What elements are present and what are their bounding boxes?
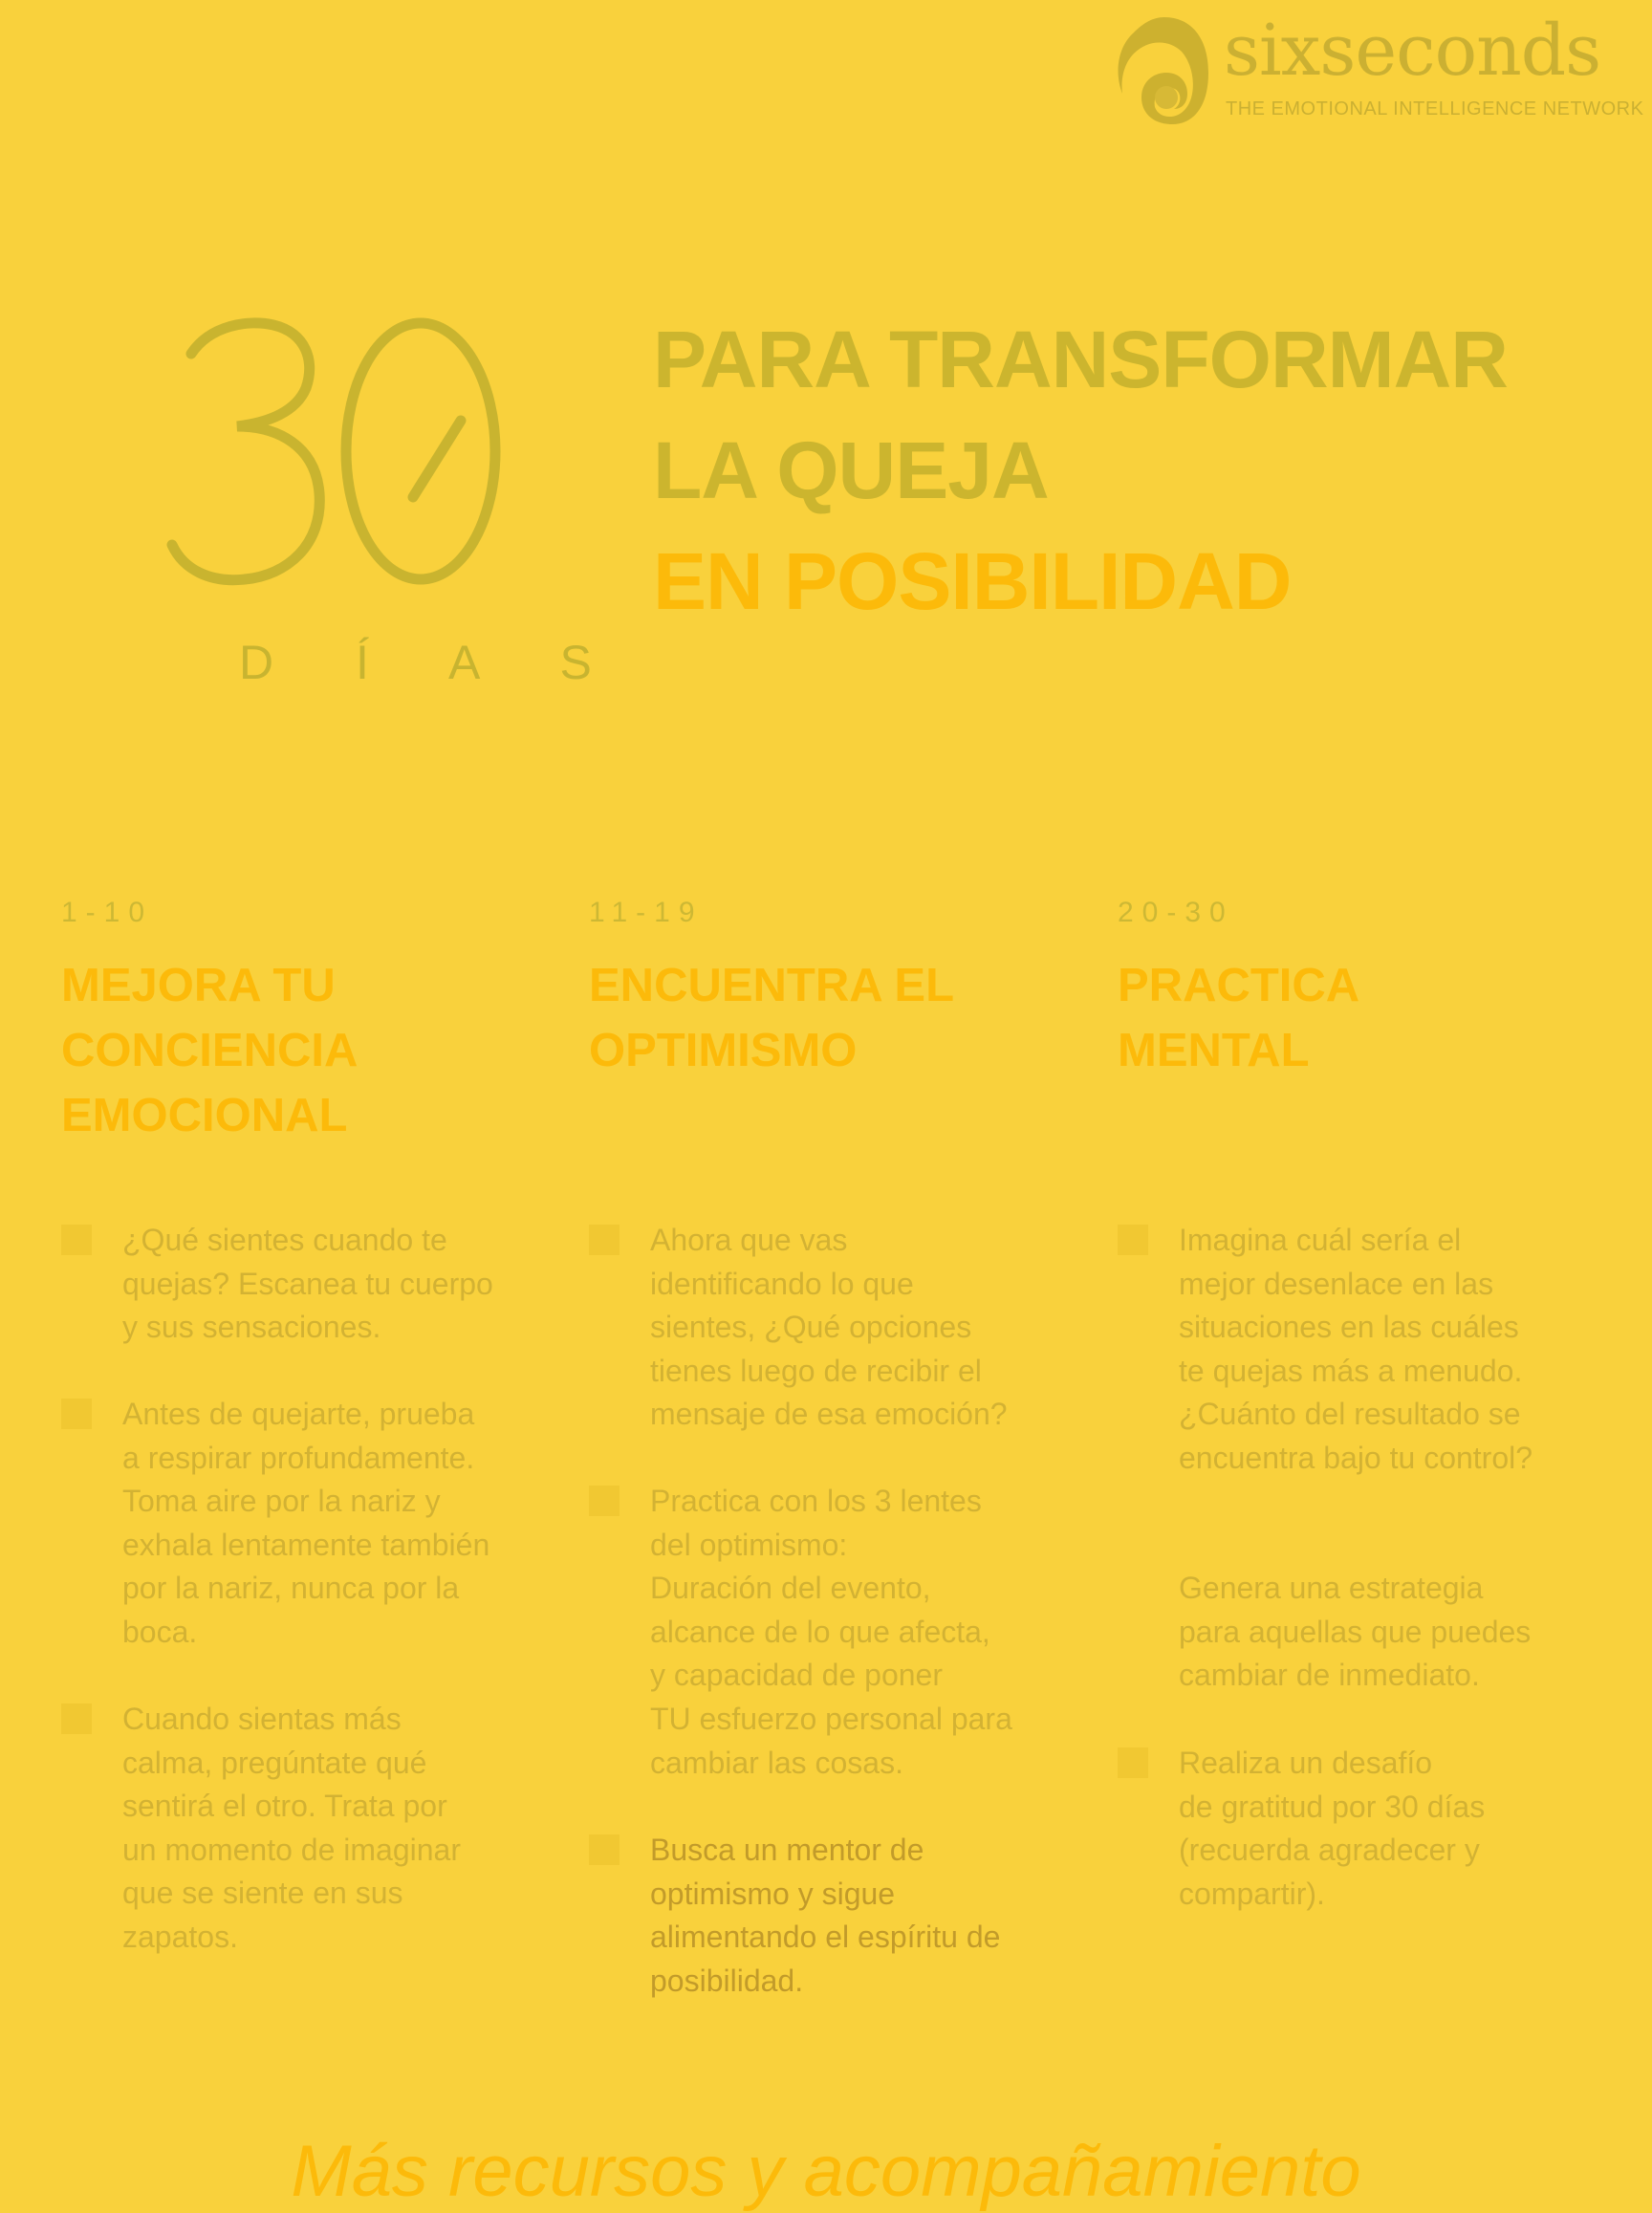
list-item-text: Genera una estrategia para aquellas que puedes cambiar de inmediato. [1179,1571,1532,1693]
column-title: ENCUENTRA EL OPTIMISMO [589,960,955,1076]
bullet-square [589,1486,620,1516]
bullet-square [1118,1225,1148,1255]
list-item-text: Busca un mentor de optimismo y sigue alimentando el espíritu de posibilidad. [650,1833,1001,1998]
bullet-square [589,1834,620,1865]
days-label: D Í A S [239,636,626,689]
bullet-square [1118,1747,1148,1778]
list-item-text: Antes de quejarte, prueba a respirar profundamente. Toma aire por la nariz y exhala lentamente también por la nariz, nunca por la boca. [122,1397,490,1649]
list-item-text: ¿Qué sientes cuando te quejas? Escanea tu cuerpo y sus sensaciones. [122,1223,493,1345]
list-item-text: Realiza un desafío de gratitud por 30 días (recuerda agradecer y compartir). [1179,1746,1486,1911]
column-days-1-10 [61,894,539,1954]
headline-line-3: EN POSIBILIDAD [653,536,1292,626]
day-range: 20-30 [1118,897,1234,928]
column-title: MEJORA TU CONCIENCIA EMOCIONAL [61,960,359,1141]
column-days-11-19 [589,894,1067,1998]
logo-tagline: THE EMOTIONAL INTELLIGENCE NETWORK [1226,98,1644,119]
bullet-square [61,1399,92,1429]
big-number-30 [163,315,526,593]
footer-heading: Más recursos y acompañamiento [291,2131,1361,2212]
bullet-square [61,1225,92,1255]
sixseconds-logo-icon [1117,15,1212,126]
headline-line-2: LA QUEJA [653,425,1049,515]
list-item-text: Ahora que vas identificando lo que sientes, ¿Qué opciones tienes luego de recibir el mensaje de esa emoción? [650,1223,1008,1432]
list-item-text: Imagina cuál sería el mejor desenlace en las situaciones en las cuáles te quejas más a menudo. ¿Cuánto del resultado se encuentra bajo tu control? [1179,1223,1533,1475]
list-item-text: Practica con los 3 lentes del optimismo: Duración del evento, alcance de lo que afecta, y capacidad de poner TU esfuerzo personal para cambiar las cosas. [650,1484,1012,1780]
day-range: 1-10 [61,897,154,928]
bullet-square [589,1225,620,1255]
column-days-20-30 [1118,894,1596,1911]
day-range: 11-19 [589,897,704,928]
list-item-text: Cuando sientas más calma, pregúntate qué sentirá el otro. Trata por un momento de imaginar que se siente en sus zapatos. [122,1702,461,1954]
column-title: PRACTICA MENTAL [1118,960,1360,1076]
bullet-square [61,1703,92,1734]
headline-line-1: PARA TRANSFORMAR [653,315,1508,404]
logo-wordmark: sixseconds [1224,10,1601,92]
headline [653,304,1508,637]
